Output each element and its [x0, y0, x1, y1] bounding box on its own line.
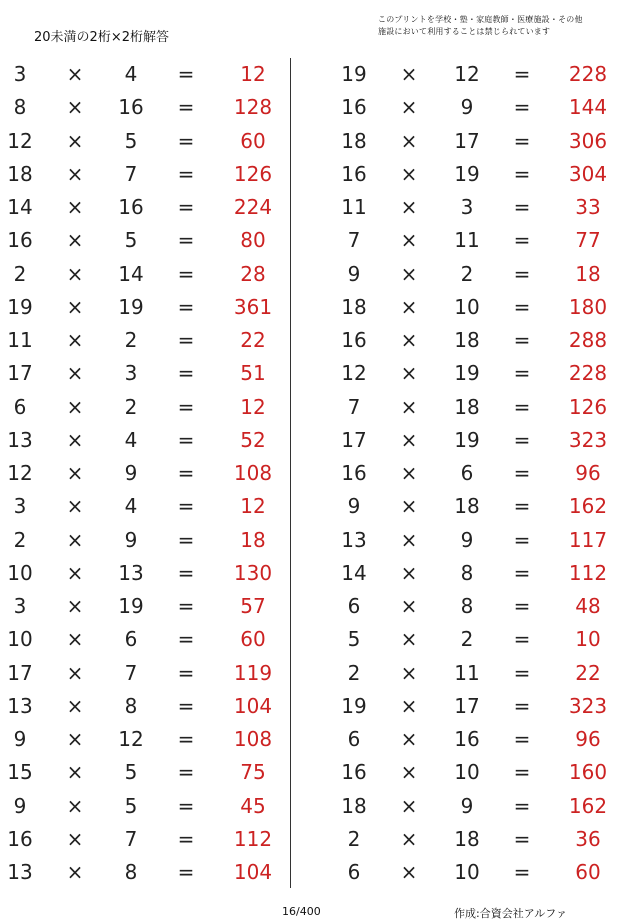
page-number: 16/400 — [282, 905, 321, 918]
operand-b: 17 — [454, 128, 480, 153]
answer: 36 — [575, 826, 601, 851]
answer: 96 — [575, 727, 601, 751]
operand-b: 14 — [118, 261, 144, 286]
operand-a: 16 — [341, 95, 367, 120]
equals-sign: = — [177, 328, 195, 352]
times-sign: × — [400, 361, 418, 386]
operand-b: 12 — [454, 62, 480, 86]
operand-a: 10 — [7, 627, 33, 652]
equals-sign: = — [513, 494, 531, 519]
equals-sign: = — [513, 427, 531, 452]
operand-a: 16 — [341, 161, 367, 186]
operand-b: 19 — [118, 294, 144, 319]
equals-sign: = — [177, 860, 195, 884]
operand-b: 18 — [454, 328, 480, 352]
times-sign: × — [66, 161, 84, 186]
answer: 75 — [240, 760, 266, 785]
operand-a: 18 — [7, 161, 33, 186]
times-sign: × — [66, 760, 84, 785]
equals-sign: = — [177, 560, 195, 585]
equals-sign: = — [177, 727, 195, 751]
times-sign: × — [66, 660, 84, 685]
operand-a: 13 — [7, 693, 33, 718]
equals-sign: = — [513, 195, 531, 219]
operand-b: 19 — [454, 427, 480, 452]
answer: 117 — [568, 527, 608, 552]
times-sign: × — [400, 195, 418, 219]
answer: 33 — [575, 195, 601, 219]
equals-sign: = — [177, 95, 195, 120]
operand-b: 18 — [454, 494, 480, 519]
operand-b: 9 — [460, 95, 474, 120]
answer: 10 — [575, 627, 601, 652]
operand-a: 8 — [13, 95, 27, 120]
equals-sign: = — [513, 693, 531, 718]
equals-sign: = — [177, 660, 195, 685]
times-sign: × — [66, 693, 84, 718]
equals-sign: = — [513, 760, 531, 785]
equals-sign: = — [177, 627, 195, 652]
equals-sign: = — [513, 228, 531, 253]
times-sign: × — [66, 594, 84, 618]
answer: 28 — [240, 261, 266, 286]
answer: 119 — [233, 660, 273, 685]
times-sign: × — [66, 361, 84, 386]
operand-a: 16 — [7, 826, 33, 851]
operand-b: 7 — [124, 161, 138, 186]
operand-b: 16 — [118, 95, 144, 120]
times-sign: × — [66, 527, 84, 552]
operand-a: 3 — [13, 594, 27, 618]
answer: 162 — [568, 494, 608, 519]
times-sign: × — [400, 826, 418, 851]
equals-sign: = — [513, 161, 531, 186]
operand-a: 12 — [7, 461, 33, 485]
equals-sign: = — [177, 693, 195, 718]
right-problem-row — [0, 557, 644, 590]
operand-a: 9 — [347, 261, 361, 286]
equals-sign: = — [177, 793, 195, 818]
times-sign: × — [66, 62, 84, 86]
right-problem-row — [0, 623, 644, 656]
right-problem-row — [0, 158, 644, 191]
operand-b: 6 — [460, 461, 474, 485]
answer: 22 — [575, 660, 601, 685]
answer: 12 — [240, 62, 266, 86]
author-credit: 作成:合資会社アルファ — [454, 907, 568, 920]
answer: 361 — [233, 294, 273, 319]
answer: 104 — [233, 693, 273, 718]
equals-sign: = — [177, 361, 195, 386]
operand-b: 19 — [454, 161, 480, 186]
times-sign: × — [400, 228, 418, 253]
equals-sign: = — [177, 128, 195, 153]
operand-b: 12 — [118, 727, 144, 751]
answer: 228 — [568, 62, 608, 86]
operand-b: 8 — [124, 860, 138, 884]
times-sign: × — [66, 128, 84, 153]
answer: 60 — [240, 627, 266, 652]
times-sign: × — [400, 161, 418, 186]
times-sign: × — [66, 793, 84, 818]
answer: 323 — [568, 693, 608, 718]
operand-a: 17 — [7, 660, 33, 685]
operand-b: 9 — [124, 527, 138, 552]
times-sign: × — [66, 461, 84, 485]
operand-b: 16 — [118, 195, 144, 219]
operand-a: 3 — [13, 62, 27, 86]
operand-a: 19 — [341, 62, 367, 86]
times-sign: × — [400, 494, 418, 519]
times-sign: × — [400, 261, 418, 286]
operand-a: 13 — [7, 860, 33, 884]
answer: 162 — [568, 793, 608, 818]
operand-b: 8 — [460, 560, 474, 585]
operand-b: 3 — [460, 195, 474, 219]
right-problem-row — [0, 391, 644, 424]
answer: 48 — [575, 594, 601, 618]
operand-a: 16 — [341, 328, 367, 352]
operand-a: 6 — [347, 594, 361, 618]
times-sign: × — [400, 294, 418, 319]
usage-notice — [378, 14, 618, 38]
equals-sign: = — [513, 826, 531, 851]
operand-b: 10 — [454, 294, 480, 319]
operand-a: 11 — [341, 195, 367, 219]
operand-a: 2 — [347, 660, 361, 685]
right-problem-row — [0, 457, 644, 490]
equals-sign: = — [513, 793, 531, 818]
operand-b: 19 — [454, 361, 480, 386]
answer: 126 — [568, 394, 608, 419]
answer: 12 — [240, 394, 266, 419]
answer: 224 — [233, 195, 273, 219]
right-problem-row — [0, 823, 644, 856]
operand-a: 2 — [13, 261, 27, 286]
equals-sign: = — [513, 527, 531, 552]
times-sign: × — [400, 328, 418, 352]
times-sign: × — [66, 328, 84, 352]
operand-b: 11 — [454, 660, 480, 685]
operand-b: 5 — [124, 793, 138, 818]
operand-a: 19 — [7, 294, 33, 319]
equals-sign: = — [513, 627, 531, 652]
operand-b: 7 — [124, 826, 138, 851]
equals-sign: = — [177, 62, 195, 86]
equals-sign: = — [177, 195, 195, 219]
answer: 108 — [233, 461, 273, 485]
times-sign: × — [66, 860, 84, 884]
equals-sign: = — [513, 261, 531, 286]
times-sign: × — [66, 195, 84, 219]
operand-a: 9 — [13, 727, 27, 751]
times-sign: × — [400, 62, 418, 86]
right-problem-row — [0, 91, 644, 124]
equals-sign: = — [177, 394, 195, 419]
right-problem-row — [0, 291, 644, 324]
equals-sign: = — [513, 560, 531, 585]
answer: 80 — [240, 228, 266, 253]
operand-a: 9 — [13, 793, 27, 818]
problem-grid — [0, 58, 644, 888]
answer: 112 — [233, 826, 273, 851]
answer: 323 — [568, 427, 608, 452]
operand-b: 9 — [124, 461, 138, 485]
times-sign: × — [400, 760, 418, 785]
times-sign: × — [66, 95, 84, 120]
operand-a: 16 — [7, 228, 33, 253]
operand-a: 16 — [341, 760, 367, 785]
equals-sign: = — [177, 261, 195, 286]
operand-b: 9 — [460, 793, 474, 818]
right-problem-row — [0, 125, 644, 158]
equals-sign: = — [513, 860, 531, 884]
operand-a: 18 — [341, 793, 367, 818]
operand-a: 19 — [341, 693, 367, 718]
operand-a: 3 — [13, 494, 27, 519]
operand-b: 2 — [460, 261, 474, 286]
equals-sign: = — [513, 361, 531, 386]
answer: 60 — [240, 128, 266, 153]
operand-b: 7 — [124, 660, 138, 685]
operand-a: 7 — [347, 228, 361, 253]
times-sign: × — [66, 261, 84, 286]
answer: 51 — [240, 361, 266, 386]
right-problem-row — [0, 657, 644, 690]
times-sign: × — [400, 860, 418, 884]
answer: 126 — [233, 161, 273, 186]
operand-a: 12 — [341, 361, 367, 386]
times-sign: × — [66, 826, 84, 851]
times-sign: × — [66, 494, 84, 519]
answer: 12 — [240, 494, 266, 519]
equals-sign: = — [513, 62, 531, 86]
times-sign: × — [66, 727, 84, 751]
operand-b: 10 — [454, 860, 480, 884]
equals-sign: = — [513, 594, 531, 618]
operand-b: 18 — [454, 826, 480, 851]
right-problem-row — [0, 191, 644, 224]
times-sign: × — [400, 128, 418, 153]
right-problem-row — [0, 856, 644, 889]
right-problem-row — [0, 424, 644, 457]
equals-sign: = — [177, 826, 195, 851]
right-problem-row — [0, 756, 644, 789]
equals-sign: = — [513, 660, 531, 685]
operand-a: 14 — [341, 560, 367, 585]
operand-b: 16 — [454, 727, 480, 751]
equals-sign: = — [177, 760, 195, 785]
operand-a: 14 — [7, 195, 33, 219]
operand-b: 8 — [124, 693, 138, 718]
right-problem-row — [0, 690, 644, 723]
operand-b: 9 — [460, 527, 474, 552]
operand-b: 11 — [454, 228, 480, 253]
operand-a: 7 — [347, 394, 361, 419]
right-problem-row — [0, 490, 644, 523]
times-sign: × — [400, 95, 418, 120]
equals-sign: = — [513, 727, 531, 751]
operand-a: 2 — [13, 527, 27, 552]
operand-b: 4 — [124, 62, 138, 86]
operand-a: 6 — [347, 860, 361, 884]
operand-a: 6 — [347, 727, 361, 751]
operand-a: 13 — [7, 427, 33, 452]
operand-a: 16 — [341, 461, 367, 485]
times-sign: × — [66, 627, 84, 652]
equals-sign: = — [177, 161, 195, 186]
times-sign: × — [400, 427, 418, 452]
operand-a: 18 — [341, 294, 367, 319]
answer: 128 — [233, 95, 273, 120]
times-sign: × — [400, 727, 418, 751]
answer: 306 — [568, 128, 608, 153]
answer: 60 — [575, 860, 601, 884]
operand-a: 15 — [7, 760, 33, 785]
right-problem-row — [0, 324, 644, 357]
right-problem-row — [0, 258, 644, 291]
answer: 112 — [568, 560, 608, 585]
operand-a: 17 — [7, 361, 33, 386]
answer: 228 — [568, 361, 608, 386]
operand-b: 18 — [454, 394, 480, 419]
operand-b: 17 — [454, 693, 480, 718]
equals-sign: = — [513, 394, 531, 419]
times-sign: × — [400, 594, 418, 618]
usage-notice-line-1: このプリントを学校・塾・家庭教師・医療施設・その他 — [378, 15, 583, 24]
times-sign: × — [400, 394, 418, 419]
times-sign: × — [66, 427, 84, 452]
equals-sign: = — [513, 328, 531, 352]
operand-a: 2 — [347, 826, 361, 851]
operand-a: 17 — [341, 427, 367, 452]
times-sign: × — [400, 560, 418, 585]
right-problem-row — [0, 224, 644, 257]
equals-sign: = — [177, 461, 195, 485]
times-sign: × — [400, 527, 418, 552]
answer: 96 — [575, 461, 601, 485]
answer: 18 — [240, 527, 266, 552]
operand-b: 4 — [124, 494, 138, 519]
operand-b: 19 — [118, 594, 144, 618]
answer: 304 — [568, 161, 608, 186]
answer: 160 — [568, 760, 608, 785]
answer: 45 — [240, 793, 266, 818]
answer: 130 — [233, 560, 273, 585]
operand-b: 8 — [460, 594, 474, 618]
times-sign: × — [400, 793, 418, 818]
equals-sign: = — [513, 461, 531, 485]
operand-b: 10 — [454, 760, 480, 785]
operand-b: 5 — [124, 228, 138, 253]
right-problem-row — [0, 357, 644, 390]
equals-sign: = — [177, 294, 195, 319]
answer: 18 — [575, 261, 601, 286]
answer: 180 — [568, 294, 608, 319]
answer: 52 — [240, 427, 266, 452]
operand-a: 18 — [341, 128, 367, 153]
times-sign: × — [66, 560, 84, 585]
operand-a: 12 — [7, 128, 33, 153]
right-problem-row — [0, 58, 644, 91]
equals-sign: = — [177, 427, 195, 452]
worksheet-title: 20未満の2桁×2桁解答 — [34, 30, 169, 45]
equals-sign: = — [513, 294, 531, 319]
operand-b: 13 — [118, 560, 144, 585]
answer: 104 — [233, 860, 273, 884]
operand-a: 11 — [7, 328, 33, 352]
operand-a: 9 — [347, 494, 361, 519]
equals-sign: = — [513, 95, 531, 120]
operand-b: 2 — [460, 627, 474, 652]
answer: 288 — [568, 328, 608, 352]
times-sign: × — [66, 394, 84, 419]
equals-sign: = — [177, 594, 195, 618]
times-sign: × — [66, 294, 84, 319]
right-problem-row — [0, 723, 644, 756]
times-sign: × — [400, 693, 418, 718]
equals-sign: = — [513, 128, 531, 153]
usage-notice-line-2: 施設において利用することは禁じられています — [378, 27, 551, 36]
times-sign: × — [400, 627, 418, 652]
times-sign: × — [400, 660, 418, 685]
operand-a: 13 — [341, 527, 367, 552]
times-sign: × — [400, 461, 418, 485]
answer: 22 — [240, 328, 266, 352]
right-problem-row — [0, 790, 644, 823]
operand-b: 3 — [124, 361, 138, 386]
equals-sign: = — [177, 527, 195, 552]
operand-b: 5 — [124, 760, 138, 785]
answer: 57 — [240, 594, 266, 618]
times-sign: × — [66, 228, 84, 253]
right-problem-row — [0, 524, 644, 557]
answer: 108 — [233, 727, 273, 751]
operand-a: 10 — [7, 560, 33, 585]
operand-b: 6 — [124, 627, 138, 652]
operand-a: 6 — [13, 394, 27, 419]
equals-sign: = — [177, 494, 195, 519]
operand-b: 2 — [124, 328, 138, 352]
answer: 144 — [568, 95, 608, 120]
operand-a: 5 — [347, 627, 361, 652]
right-problem-row — [0, 590, 644, 623]
operand-b: 2 — [124, 394, 138, 419]
operand-b: 4 — [124, 427, 138, 452]
equals-sign: = — [177, 228, 195, 253]
operand-b: 5 — [124, 128, 138, 153]
answer: 77 — [575, 228, 601, 253]
